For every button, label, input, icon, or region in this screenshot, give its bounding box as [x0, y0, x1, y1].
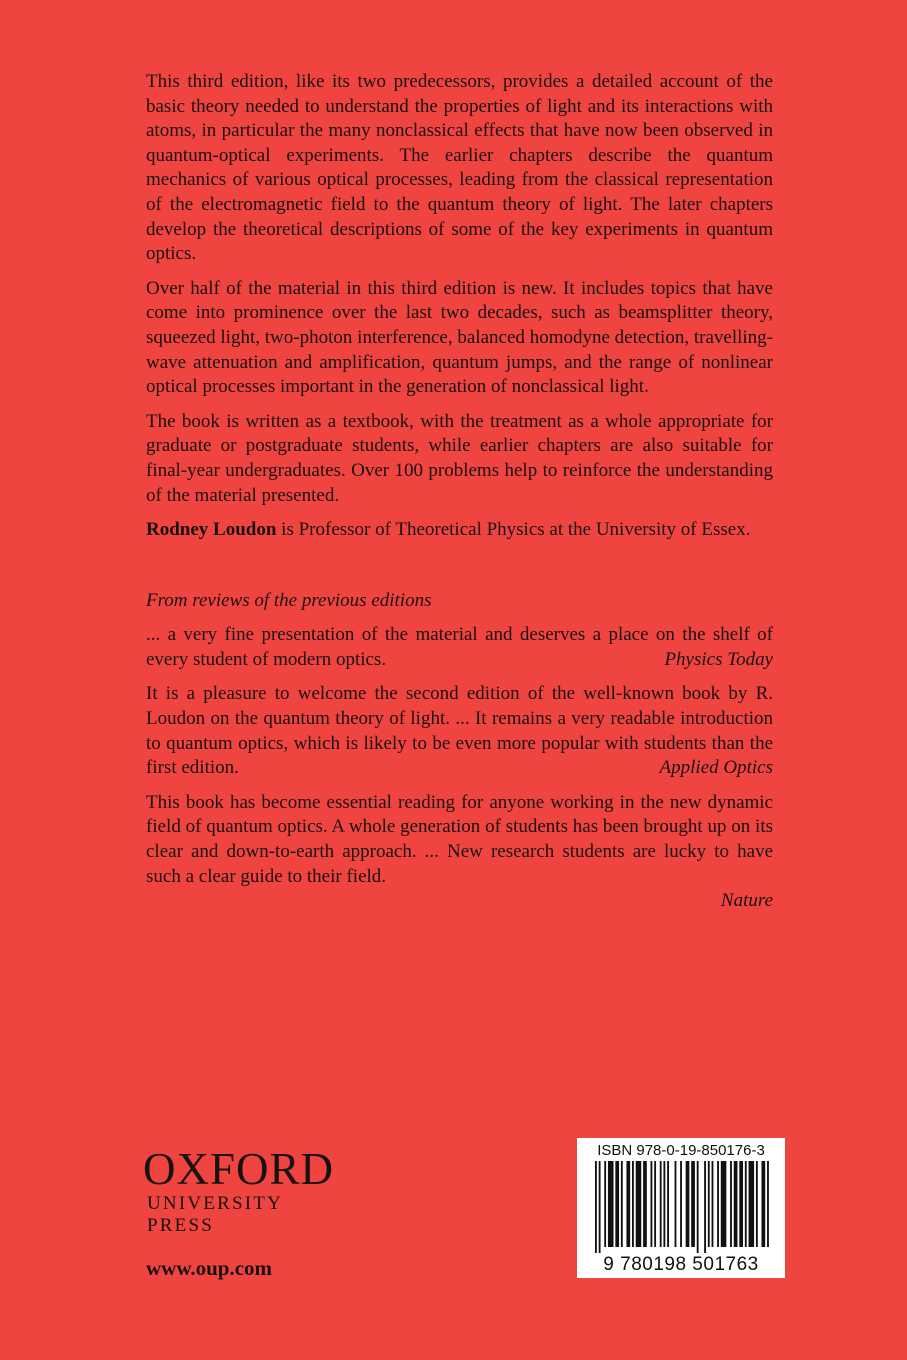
isbn-label: ISBN 978-0-19-850176-3	[597, 1142, 765, 1159]
barcode-bars	[593, 1161, 769, 1253]
author-name: Rodney Loudon	[146, 519, 277, 541]
author-bio	[146, 518, 773, 543]
barcode-bar	[608, 1161, 614, 1247]
isbn-barcode	[577, 1138, 785, 1278]
barcode-bar	[667, 1161, 669, 1247]
barcode-bar	[660, 1161, 662, 1247]
review-2-text: It is a pleasure to welcome the second edition of the well-known book by R. Loudon on the quantum theory of light. ... It remains a very readable introduction to quantum optics, which is likely to be even more popular with students than the first edition.	[146, 683, 773, 779]
barcode-bar	[756, 1161, 758, 1247]
review-3-source: Nature	[720, 890, 773, 912]
barcode-bar	[604, 1161, 606, 1247]
barcode-bar	[626, 1161, 630, 1247]
publisher-url: www.oup.com	[146, 1256, 273, 1280]
barcode-bar	[632, 1161, 634, 1247]
barcode-bar	[734, 1161, 738, 1247]
barcode-bar	[663, 1161, 665, 1247]
barcode-bar	[767, 1161, 769, 1247]
barcode-bar	[691, 1161, 695, 1247]
review-2-source: Applied Optics	[659, 757, 773, 779]
back-cover-text	[146, 70, 773, 914]
barcode-bar	[717, 1161, 719, 1247]
barcode-bar	[643, 1161, 647, 1247]
barcode-bar	[675, 1161, 677, 1247]
barcode-number: 9 780198 501763	[603, 1254, 759, 1275]
blurb-paragraph-3: The book is written as a textbook, with the treatment as a whole appropriate for graduate or postgraduate students, while earlier chapters are also suitable for final-year undergraduates. Over 100 problems help to reinforce the understanding of the material presented.	[146, 410, 773, 506]
barcode-bar	[651, 1161, 653, 1247]
review-1-text: ... a very fine presentation of the material and deserves a place on the shelf of every student of modern optics.	[146, 624, 773, 670]
publisher-logo	[143, 1145, 353, 1237]
barcode-bar	[739, 1161, 743, 1247]
barcode-bar	[704, 1161, 706, 1253]
review-1-source: Physics Today	[664, 648, 773, 670]
blurb-paragraph-1: This third edition, like its two predecessors, provides a detailed account of the basic theory needed to understand the properties of light and its interactions with atoms, in particular the many nonclassical effects that have now been observed in quantum-optical experiments. The earlier chapters describe the quantum mechanics of various optical processes, leading from the classical representation of the electromagnetic field to the quantum theory of light. The later chapters develop the theoretical descriptions of some of the key experiments in quantum optics.	[146, 71, 773, 265]
barcode-bar	[708, 1161, 710, 1247]
barcode-bar	[697, 1161, 699, 1253]
blurb-paragraph-2: Over half of the material in this third edition is new. It includes topics that have come into prominence over the last two decades, such as beamsplitter theory, squeezed light, two-photon interference, balanced homodyne detection, travelling-wave attenuation and amplification, quantum jumps, and the range of nonlinear optical processes important in the generation of nonclassical light.	[146, 277, 773, 398]
barcode-bar	[745, 1161, 747, 1247]
reviews-heading: From reviews of the previous editions	[146, 589, 432, 611]
publisher-subname: UNIVERSITY PRESS	[147, 1193, 283, 1236]
review-2	[146, 682, 773, 780]
review-3	[146, 791, 773, 889]
barcode-bar	[621, 1161, 623, 1247]
barcode-bar	[599, 1161, 601, 1253]
barcode-bar	[636, 1161, 642, 1247]
barcode-bar	[595, 1161, 597, 1253]
barcode-bar	[654, 1161, 656, 1247]
review-1	[146, 623, 773, 672]
barcode-bar	[721, 1161, 727, 1247]
barcode-bar	[712, 1161, 714, 1247]
author-bio-text: is Professor of Theoretical Physics at the University of Essex.	[276, 519, 751, 541]
barcode-bar	[762, 1161, 766, 1247]
barcode-bar	[749, 1161, 755, 1247]
barcode-bar	[680, 1161, 682, 1247]
section-spacer	[146, 553, 773, 589]
barcode-bar	[730, 1161, 732, 1247]
review-3-text: This book has become essential reading for anyone working in the new dynamic field of quantum optics. A whole generation of students has been brought up on its clear and down-to-earth approach. ... New research students are lucky to have such a clear guide to their field.	[146, 791, 773, 887]
publisher-name: OXFORD	[143, 1144, 335, 1194]
barcode-bar	[615, 1161, 619, 1247]
barcode-bar	[686, 1161, 690, 1247]
